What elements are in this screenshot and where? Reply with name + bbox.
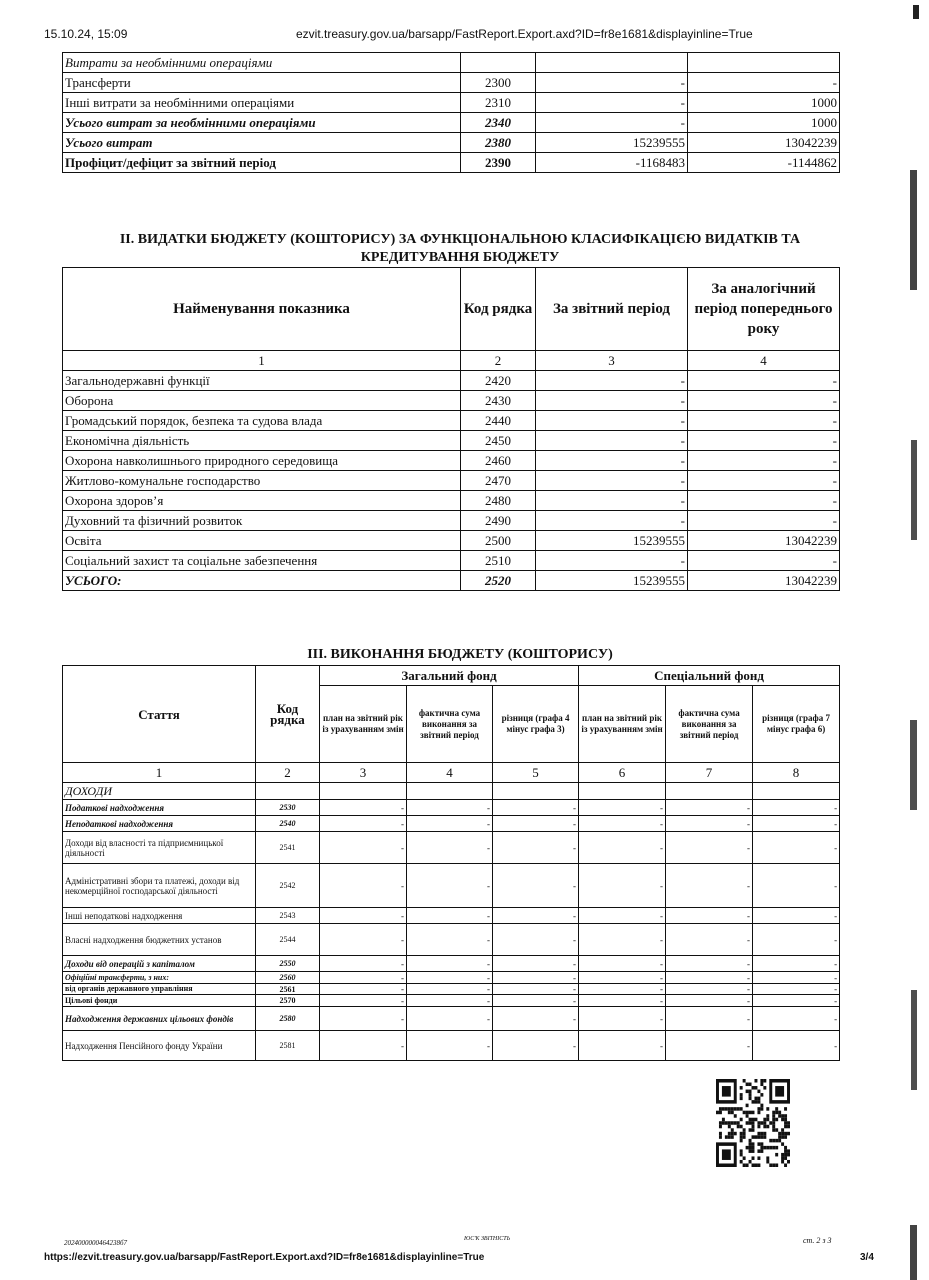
table-row: [63, 816, 840, 832]
table-row: [63, 391, 840, 411]
sub-header-plan: план на звітний рік із урахуванням змін: [320, 686, 407, 763]
row-value: -: [320, 924, 407, 956]
row-value: -: [320, 832, 407, 864]
row-name: Доходи від операцій з капіталом: [63, 956, 256, 972]
row-name: Офіційні трансферти, з них:: [63, 972, 256, 984]
row-value: -: [493, 924, 579, 956]
row-value-current: -: [536, 511, 688, 531]
row-value: -: [753, 1031, 840, 1061]
row-value: -: [493, 956, 579, 972]
row-name: УСЬОГО:: [63, 571, 461, 591]
row-value: -: [407, 908, 493, 924]
table-row: [63, 972, 840, 984]
row-value: -: [579, 908, 666, 924]
sub-header-actual: фактична сума виконання за звітний період: [407, 686, 493, 763]
table-row: [63, 832, 840, 864]
row-value: -: [407, 1007, 493, 1031]
row-code: 2380: [461, 133, 536, 153]
row-value: -: [579, 864, 666, 908]
row-code: [461, 53, 536, 73]
row-value: -: [753, 924, 840, 956]
row-name: Надходження державних цільових фондів: [63, 1007, 256, 1031]
row-value-current: [536, 53, 688, 73]
row-name: Усього витрат: [63, 133, 461, 153]
row-name: Трансферти: [63, 73, 461, 93]
row-code: 2440: [461, 411, 536, 431]
row-code: 2340: [461, 113, 536, 133]
row-value: -: [493, 972, 579, 984]
row-value: -: [753, 956, 840, 972]
row-value: -: [320, 800, 407, 816]
scan-artifact: [910, 170, 917, 290]
row-value: -: [666, 995, 753, 1007]
row-name: Цільові фонди: [63, 995, 256, 1007]
row-value: -: [493, 1007, 579, 1031]
table-row: [63, 924, 840, 956]
expenses-table: [62, 52, 840, 173]
empty-cell: [579, 783, 666, 800]
row-value: -: [666, 864, 753, 908]
row-value: -: [579, 816, 666, 832]
row-code: 2510: [461, 551, 536, 571]
table-row: [63, 571, 840, 591]
scan-artifact: [911, 440, 917, 540]
row-name: Інші витрати за необмінними операціями: [63, 93, 461, 113]
row-value: -: [753, 1007, 840, 1031]
table-row: [63, 984, 840, 995]
row-code: 2390: [461, 153, 536, 173]
row-name: Усього витрат за необмінними операціями: [63, 113, 461, 133]
print-url: ezvit.treasury.gov.ua/barsapp/FastReport.Export.axd?ID=fr8e1681&displayinline=True: [296, 27, 753, 41]
sub-header-plan: план на звітний рік із урахуванням змін: [579, 686, 666, 763]
row-value: -: [320, 995, 407, 1007]
row-value: -: [753, 816, 840, 832]
row-value: -: [753, 864, 840, 908]
table-row: [63, 371, 840, 391]
scan-artifact: [913, 5, 919, 19]
row-value: -: [753, 984, 840, 995]
row-name: Адміністративні збори та платежі, доходи від некомерційної господарської діяльності: [63, 864, 256, 908]
row-value: -: [666, 800, 753, 816]
row-value-current: 15239555: [536, 531, 688, 551]
row-value-previous: -: [688, 371, 840, 391]
row-value: -: [407, 956, 493, 972]
row-value: -: [407, 864, 493, 908]
row-value-previous: -: [688, 451, 840, 471]
section3-title: ІІІ. ВИКОНАННЯ БЮДЖЕТУ (КОШТОРИСУ): [307, 647, 613, 662]
row-value-previous: -: [688, 391, 840, 411]
empty-cell: [407, 783, 493, 800]
col-number: 3: [536, 351, 688, 371]
special-fund-header: Спеціальний фонд: [579, 666, 840, 686]
section2-title: [40, 231, 880, 267]
row-code: 2560: [256, 972, 320, 984]
row-value-previous: -: [688, 73, 840, 93]
row-value: -: [753, 832, 840, 864]
row-code: 2542: [256, 864, 320, 908]
sub-header-diff: різниця (графа 4 мінус графа 3): [493, 686, 579, 763]
document-id: 2024000000464238б7: [64, 1239, 128, 1247]
row-code: 2490: [461, 511, 536, 531]
row-value: -: [320, 984, 407, 995]
row-value: -: [320, 956, 407, 972]
row-code: 2543: [256, 908, 320, 924]
row-value-current: -: [536, 551, 688, 571]
col-number: 3: [320, 763, 407, 783]
empty-cell: [320, 783, 407, 800]
row-value: -: [493, 832, 579, 864]
table-row: [63, 995, 840, 1007]
row-code: 2500: [461, 531, 536, 551]
row-value: -: [666, 984, 753, 995]
table-row: [63, 431, 840, 451]
row-value-previous: 1000: [688, 113, 840, 133]
sub-header-diff: різниця (графа 7 мінус графа 6): [753, 686, 840, 763]
row-value-current: 15239555: [536, 133, 688, 153]
col-header-previous: За аналогічний період попереднього року: [688, 268, 840, 351]
row-name: Духовний та фізичний розвиток: [63, 511, 461, 531]
row-value: -: [407, 984, 493, 995]
section-label-row: [63, 783, 840, 800]
scan-artifact: [910, 1225, 917, 1280]
row-value-previous: -: [688, 411, 840, 431]
row-name: Загальнодержавні функції: [63, 371, 461, 391]
row-name: Власні надходження бюджетних установ: [63, 924, 256, 956]
row-code: 2520: [461, 571, 536, 591]
table-row: [63, 1007, 840, 1031]
row-name: Витрати за необмінними операціями: [63, 53, 461, 73]
row-value-previous: 1000: [688, 93, 840, 113]
row-value: -: [579, 984, 666, 995]
row-value: -: [666, 1031, 753, 1061]
row-value: -: [493, 908, 579, 924]
col-header-code: Код рядка: [256, 666, 320, 763]
row-value: -: [320, 972, 407, 984]
row-name: Доходи від власності та підприємницької діяльності: [63, 832, 256, 864]
table-row: [63, 471, 840, 491]
row-value: -: [579, 956, 666, 972]
row-name: Охорона здоров’я: [63, 491, 461, 511]
row-value: -: [320, 908, 407, 924]
col-number: 2: [461, 351, 536, 371]
col-number: 7: [666, 763, 753, 783]
row-value: -: [666, 972, 753, 984]
row-value: -: [493, 984, 579, 995]
section-label: ДОХОДИ: [63, 783, 256, 800]
row-value-previous: -: [688, 551, 840, 571]
row-code: 2541: [256, 832, 320, 864]
row-code: 2530: [256, 800, 320, 816]
table-row: [63, 531, 840, 551]
row-code: 2570: [256, 995, 320, 1007]
row-code: 2580: [256, 1007, 320, 1031]
row-value-current: -: [536, 431, 688, 451]
col-number: 1: [63, 763, 256, 783]
row-value-current: -: [536, 93, 688, 113]
table-row: [63, 153, 840, 173]
empty-cell: [493, 783, 579, 800]
row-code: 2561: [256, 984, 320, 995]
row-value: -: [579, 995, 666, 1007]
row-value: -: [753, 972, 840, 984]
table-row: [63, 491, 840, 511]
row-name: Неподаткові надходження: [63, 816, 256, 832]
row-value: -: [493, 995, 579, 1007]
sub-header-actual: фактична сума виконання за звітний період: [666, 686, 753, 763]
row-code: 2420: [461, 371, 536, 391]
row-value-current: -: [536, 73, 688, 93]
table-row: [63, 864, 840, 908]
table-row: [63, 133, 840, 153]
row-code: 2450: [461, 431, 536, 451]
row-value-current: -: [536, 391, 688, 411]
col-number: 2: [256, 763, 320, 783]
row-value: -: [753, 995, 840, 1007]
row-value-current: -: [536, 451, 688, 471]
row-name: Профіцит/дефіцит за звітний період: [63, 153, 461, 173]
row-value: -: [579, 1007, 666, 1031]
table-row: [63, 53, 840, 73]
col-header-current: За звітний період: [536, 268, 688, 351]
row-value-previous: -: [688, 511, 840, 531]
table-row: [63, 551, 840, 571]
row-value: -: [666, 816, 753, 832]
row-value: -: [320, 816, 407, 832]
row-value-previous: 13042239: [688, 133, 840, 153]
row-value-previous: -: [688, 471, 840, 491]
general-fund-header: Загальний фонд: [320, 666, 579, 686]
row-value: -: [666, 1007, 753, 1031]
qr-code-icon: [716, 1079, 790, 1167]
row-value: -: [579, 1031, 666, 1061]
row-value: -: [407, 816, 493, 832]
row-value-previous: -1144862: [688, 153, 840, 173]
row-name: Соціальний захист та соціальне забезпечення: [63, 551, 461, 571]
row-value: -: [666, 924, 753, 956]
row-value: -: [493, 1031, 579, 1061]
row-value: -: [493, 864, 579, 908]
row-value: -: [666, 956, 753, 972]
row-code: 2480: [461, 491, 536, 511]
row-name: Житлово-комунальне господарство: [63, 471, 461, 491]
table-row: [63, 511, 840, 531]
row-value-current: -: [536, 471, 688, 491]
row-value-current: -: [536, 371, 688, 391]
row-name: Інші неподаткові надходження: [63, 908, 256, 924]
scan-artifact: [911, 990, 917, 1090]
table-row: [63, 93, 840, 113]
row-value-previous: 13042239: [688, 571, 840, 591]
row-value-current: -1168483: [536, 153, 688, 173]
table-row: [63, 956, 840, 972]
row-value: -: [320, 1007, 407, 1031]
row-value: -: [579, 924, 666, 956]
row-value: -: [407, 1031, 493, 1061]
row-name: Оборона: [63, 391, 461, 411]
row-name: Податкові надходження: [63, 800, 256, 816]
row-value-previous: -: [688, 491, 840, 511]
row-value: -: [579, 832, 666, 864]
row-value-previous: 13042239: [688, 531, 840, 551]
row-name: Економічна діяльність: [63, 431, 461, 451]
empty-cell: [256, 783, 320, 800]
col-number: 1: [63, 351, 461, 371]
row-name: Надходження Пенсійного фонду України: [63, 1031, 256, 1061]
scan-artifact: [910, 720, 917, 810]
row-value: -: [407, 832, 493, 864]
col-header-name: Найменування показника: [63, 268, 461, 351]
col-header-code: Код рядка: [461, 268, 536, 351]
row-code: 2540: [256, 816, 320, 832]
row-name: Громадський порядок, безпека та судова влада: [63, 411, 461, 431]
section2-title-line2: КРЕДИТУВАННЯ БЮДЖЕТУ: [360, 250, 560, 265]
page-number: 3/4: [860, 1252, 874, 1263]
row-value: -: [753, 800, 840, 816]
row-name: Охорона навколишнього природного середовища: [63, 451, 461, 471]
row-value-previous: [688, 53, 840, 73]
row-code: 2430: [461, 391, 536, 411]
row-value-current: -: [536, 113, 688, 133]
table-row: [63, 800, 840, 816]
functional-classification-table: [62, 267, 840, 591]
row-value: -: [493, 816, 579, 832]
col-header-article: Стаття: [63, 666, 256, 763]
row-value: -: [493, 800, 579, 816]
row-value: -: [579, 972, 666, 984]
row-code: 2310: [461, 93, 536, 113]
col-number: 4: [688, 351, 840, 371]
empty-cell: [753, 783, 840, 800]
budget-execution-table: [62, 665, 840, 1061]
col-number: 6: [579, 763, 666, 783]
row-value: -: [407, 800, 493, 816]
row-code: 2470: [461, 471, 536, 491]
row-value: -: [666, 832, 753, 864]
row-code: 2550: [256, 956, 320, 972]
row-value: -: [666, 908, 753, 924]
row-value: -: [407, 995, 493, 1007]
row-value: -: [579, 800, 666, 816]
row-code: 2581: [256, 1031, 320, 1061]
table-row: [63, 73, 840, 93]
row-value: -: [320, 864, 407, 908]
row-value: -: [320, 1031, 407, 1061]
row-value-current: -: [536, 411, 688, 431]
table-row: [63, 908, 840, 924]
section2-title-line1: ІІ. ВИДАТКИ БЮДЖЕТУ (КОШТОРИСУ) ЗА ФУНКЦІОНАЛЬНОЮ КЛАСИФІКАЦІЄЮ ВИДАТКІВ ТА: [119, 232, 801, 247]
row-name: Освіта: [63, 531, 461, 551]
footer-middle-text: ЮС'К ЗВІТНІСТЬ: [464, 1236, 511, 1242]
row-value: -: [407, 924, 493, 956]
row-value-current: 15239555: [536, 571, 688, 591]
row-value-current: -: [536, 491, 688, 511]
table-row: [63, 451, 840, 471]
col-number: 8: [753, 763, 840, 783]
col-number: 5: [493, 763, 579, 783]
row-code: 2300: [461, 73, 536, 93]
print-datetime: 15.10.24, 15:09: [44, 27, 128, 41]
row-name: від органів державного управління: [63, 984, 256, 995]
footer-url: https://ezvit.treasury.gov.ua/barsapp/FastReport.Export.axd?ID=fr8e1681&displayinline=True: [44, 1252, 485, 1263]
row-value-previous: -: [688, 431, 840, 451]
table-row: [63, 1031, 840, 1061]
col-number: 4: [407, 763, 493, 783]
row-value: -: [753, 908, 840, 924]
table-row: [63, 113, 840, 133]
row-code: 2544: [256, 924, 320, 956]
empty-cell: [666, 783, 753, 800]
row-code: 2460: [461, 451, 536, 471]
table-row: [63, 411, 840, 431]
page-label: ст. 2 з 3: [803, 1236, 832, 1245]
row-value: -: [407, 972, 493, 984]
